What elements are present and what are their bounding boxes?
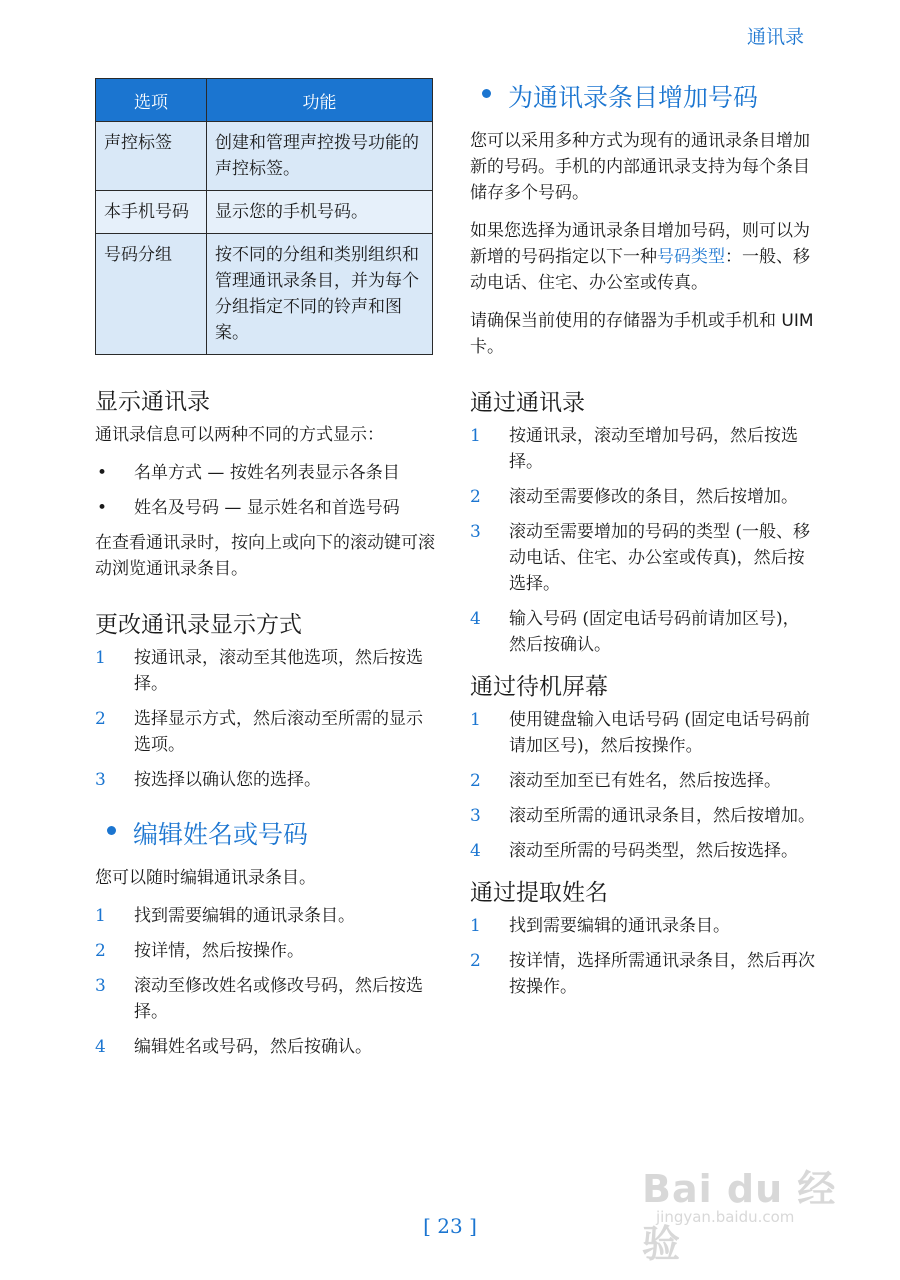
step-text: 。 xyxy=(355,1037,372,1057)
step-text: 。 xyxy=(764,771,781,791)
step-keyword: 显示方式 xyxy=(168,709,236,729)
table-cell-option: 声控标签 xyxy=(96,122,207,191)
step-item xyxy=(95,903,437,929)
step-number: 1 xyxy=(95,906,106,926)
step-keyword: 修改号码 xyxy=(270,976,338,996)
via-contacts-steps xyxy=(470,423,815,658)
step-number: 1 xyxy=(470,916,481,936)
step-item xyxy=(95,706,437,758)
table-cell-function: 按不同的分组和类别组织和管理通讯录条目，并为每个分组指定不同的铃声和图案。 xyxy=(207,234,433,355)
step-keyword: 通讯录 xyxy=(151,648,202,668)
step-item xyxy=(470,838,815,864)
section-title-edit-name xyxy=(95,815,437,851)
step-text: 以确认您的选择。 xyxy=(185,770,321,790)
step-number: 2 xyxy=(470,951,481,971)
step-text: 。 xyxy=(560,977,577,997)
page-number: [ 23 ] xyxy=(423,1214,477,1238)
edit-name-steps xyxy=(95,903,437,1060)
step-item xyxy=(470,913,815,939)
step-text: ，然后按 xyxy=(662,771,730,791)
step-keyword: 加至已有姓名 xyxy=(560,771,662,791)
step-item xyxy=(470,803,815,829)
step-keyword: 通讯录 xyxy=(526,426,577,446)
step-number: 3 xyxy=(470,522,481,542)
step-number: 4 xyxy=(95,1037,106,1057)
section-title-change-display: 更改通讯录显示方式 xyxy=(95,612,302,638)
step-text: 或 xyxy=(253,976,270,996)
step-keyword: 选择 xyxy=(509,574,543,594)
step-keyword: 增加号码 xyxy=(645,426,713,446)
para-keyword: 手机和 UIM 卡 xyxy=(470,311,814,357)
bullet-sep: — xyxy=(219,498,247,518)
step-text: 按 xyxy=(509,951,526,971)
step-text: ，然后按 xyxy=(338,976,406,996)
step-keyword: 确认 xyxy=(560,635,594,655)
step-number: 1 xyxy=(470,426,481,446)
step-text: ，滚动至 xyxy=(577,426,645,446)
add-number-p2 xyxy=(470,218,815,296)
options-table xyxy=(95,78,433,355)
step-text: 按 xyxy=(134,770,151,790)
watermark-url: jingyan.baidu.com xyxy=(656,1208,795,1226)
step-text: 滚动至需要增加的号码的类型 ( xyxy=(509,522,743,542)
step-text: 。 xyxy=(781,841,798,861)
step-keyword: 选择 xyxy=(509,426,798,472)
step-text: 。 xyxy=(798,806,815,826)
step-keyword: 修改姓名 xyxy=(185,976,253,996)
para-keyword: 手机 xyxy=(674,311,708,331)
para-text: 请确保当前使用的存储器为 xyxy=(470,311,674,331)
para-text: 。 xyxy=(691,273,708,293)
bullet-dot-icon xyxy=(107,826,116,835)
step-keyword: 操作 xyxy=(253,941,287,961)
step-text: 选择 xyxy=(134,709,168,729)
step-item xyxy=(470,948,815,1000)
step-keyword: 详情 xyxy=(526,951,560,971)
step-text: )，然后按 xyxy=(730,548,805,568)
step-item xyxy=(470,519,815,597)
step-keyword: 操作 xyxy=(651,736,686,756)
step-item xyxy=(95,938,437,964)
step-number: 2 xyxy=(95,709,106,729)
step-text: 按 xyxy=(134,648,151,668)
add-number-p3 xyxy=(470,308,815,360)
step-text: 。 xyxy=(151,674,168,694)
bullet-term: 姓名及号码 xyxy=(134,498,219,518)
step-keyword: 选择 xyxy=(134,648,423,694)
step-text: 滚动至 xyxy=(509,771,560,791)
table-row xyxy=(96,122,433,191)
step-item xyxy=(95,973,437,1025)
step-text: 按 xyxy=(134,941,151,961)
number-type-link[interactable]: 号码类型 xyxy=(657,247,725,267)
step-item xyxy=(95,1034,437,1060)
step-text: 。 xyxy=(151,1002,168,1022)
step-text: 。 xyxy=(685,736,703,756)
step-keyword: 详情 xyxy=(151,941,185,961)
step-text: ，然后按 xyxy=(338,648,406,668)
bullet-desc: 显示姓名和首选号码 xyxy=(246,498,400,518)
section-title-add-number xyxy=(470,78,815,114)
bullet-sep: — xyxy=(202,463,230,483)
table-row xyxy=(96,234,433,355)
display-contacts-intro: 通讯录信息可以两种不同的方式显示： xyxy=(95,425,384,445)
section-title-display-contacts: 显示通讯录 xyxy=(95,389,210,415)
table-header-function: 功能 xyxy=(207,79,433,122)
list-item xyxy=(95,460,437,486)
step-text: 编辑姓名或号码，然后按 xyxy=(134,1037,321,1057)
section-title-text: 编辑姓名或号码 xyxy=(133,820,309,849)
bullet-icon: • xyxy=(97,498,108,518)
step-item xyxy=(95,767,437,793)
step-item xyxy=(470,606,815,658)
table-row xyxy=(96,191,433,234)
para-text: 或 xyxy=(708,311,725,331)
step-keyword: 选择 xyxy=(151,770,185,790)
step-number: 4 xyxy=(470,841,481,861)
step-number: 3 xyxy=(95,770,106,790)
table-header-option: 选项 xyxy=(96,79,207,122)
step-item xyxy=(470,423,815,475)
step-text: 或 xyxy=(679,548,696,568)
section-title-via-contacts: 通过通讯录 xyxy=(470,390,585,416)
step-item xyxy=(95,645,437,697)
list-item xyxy=(95,495,437,521)
step-item xyxy=(470,484,815,510)
step-text: 找到需要编辑的通讯录条目。 xyxy=(134,906,355,926)
section-title-via-retrieve: 通过提取姓名 xyxy=(470,880,608,906)
step-keyword: 传真 xyxy=(696,548,730,568)
step-text: 。 xyxy=(781,487,798,507)
step-text: 按 xyxy=(509,426,526,446)
step-text: 输入号码 (固定电话号码前请加区号)，然后按 xyxy=(509,609,800,655)
change-display-steps xyxy=(95,645,437,793)
table-cell-function: 显示您的手机号码。 xyxy=(207,191,433,234)
step-number: 3 xyxy=(95,976,106,996)
section-title-text: 为通讯录条目增加号码 xyxy=(508,83,759,112)
step-item xyxy=(470,707,815,759)
step-keyword: 选择 xyxy=(730,771,764,791)
step-text: 滚动至 xyxy=(134,976,185,996)
edit-name-intro: 您可以随时编辑通讯录条目。 xyxy=(95,868,316,888)
step-keyword: 选择 xyxy=(747,841,781,861)
display-contacts-note: 在查看通讯录时，按向上或向下的滚动键可滚动浏览通讯录条目。 xyxy=(95,533,435,579)
step-text: ，然后滚动至所需的显示选项。 xyxy=(134,709,423,755)
para-text: 或 xyxy=(640,273,657,293)
step-number: 3 xyxy=(470,806,481,826)
step-text: 滚动至需要修改的条目，然后按 xyxy=(509,487,747,507)
step-text: 找到需要编辑的通讯录条目。 xyxy=(509,916,730,936)
step-text: ，滚动至 xyxy=(202,648,270,668)
step-text: 。 xyxy=(594,635,611,655)
step-keyword: 选择 xyxy=(134,976,423,1022)
section-title-via-standby: 通过待机屏幕 xyxy=(470,674,608,700)
para-keyword: 传真 xyxy=(657,273,691,293)
table-cell-function: 创建和管理声控拨号功能的声控标签。 xyxy=(207,122,433,191)
step-keyword: 增加 xyxy=(764,806,798,826)
step-keyword: 操作 xyxy=(526,977,560,997)
step-number: 2 xyxy=(470,771,481,791)
add-number-p1: 您可以采用多种方式为现有的通讯录条目增加新的号码。手机的内部通讯录支持为每个条目储存多个号码。 xyxy=(470,131,810,203)
para-text: 。 xyxy=(487,337,504,357)
step-text: 。 xyxy=(287,941,304,961)
step-text: 滚动至所需的通讯录条目，然后按 xyxy=(509,806,764,826)
step-text: ，然后按 xyxy=(713,426,781,446)
step-text: ，选择所需通讯录条目，然后再次按 xyxy=(509,951,815,997)
via-standby-steps xyxy=(470,707,815,864)
bullet-icon: • xyxy=(97,463,108,483)
step-keyword: 其他选项 xyxy=(270,648,338,668)
step-number: 2 xyxy=(470,487,481,507)
step-text: 使用键盘输入电话号码 (固定电话号码前请加区号)，然后按 xyxy=(509,710,811,756)
step-keyword: 增加 xyxy=(747,487,781,507)
step-text: 。 xyxy=(543,574,560,594)
step-text: ，然后按 xyxy=(185,941,253,961)
chapter-header: 通讯录 xyxy=(746,26,804,48)
step-keyword: 一般、移动电话、住宅、办公室 xyxy=(509,522,811,568)
step-text: 滚动至所需的号码类型，然后按 xyxy=(509,841,747,861)
step-number: 1 xyxy=(470,710,481,730)
step-item xyxy=(470,768,815,794)
bullet-dot-icon xyxy=(482,89,491,98)
step-number: 1 xyxy=(95,648,106,668)
step-keyword: 确认 xyxy=(321,1037,355,1057)
step-number: 2 xyxy=(95,941,106,961)
bullet-term: 名单方式 xyxy=(134,463,202,483)
para-text: ： xyxy=(725,247,742,267)
para-keyword: 一般、移动电话、住宅、办公室 xyxy=(470,247,810,293)
via-retrieve-steps xyxy=(470,913,815,1000)
left-column xyxy=(95,78,437,1070)
right-column xyxy=(470,78,815,1010)
watermark-logo: Bai du 经验 xyxy=(642,1167,837,1266)
step-number: 4 xyxy=(470,609,481,629)
table-cell-option: 本手机号码 xyxy=(96,191,207,234)
table-cell-option: 号码分组 xyxy=(96,234,207,355)
step-text: 。 xyxy=(526,452,543,472)
para-text: 如果您选择为通讯录条目增加号码，则可以为新增的号码指定以下一种 xyxy=(470,221,810,267)
bullet-desc: 按姓名列表显示各条目 xyxy=(229,463,400,483)
